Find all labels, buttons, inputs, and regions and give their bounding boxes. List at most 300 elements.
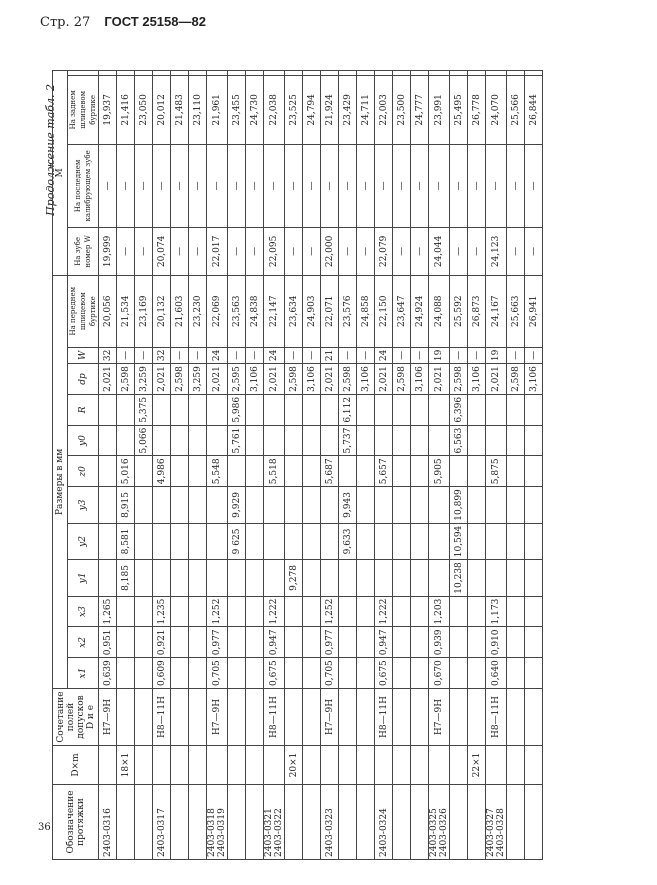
cell-z0	[228, 456, 246, 487]
cell-y0	[357, 425, 375, 456]
cell-y0	[171, 425, 189, 456]
cell-dxm	[393, 746, 411, 785]
cell-dxm	[321, 746, 339, 785]
cell-dp: 3,106	[246, 364, 264, 395]
table-row	[285, 71, 303, 860]
cell-y3	[486, 487, 507, 524]
cell-z0	[285, 456, 303, 487]
cell-m1: 22,071	[321, 275, 339, 347]
cell-m1: 24,838	[246, 275, 264, 347]
cell-m1: 26,941	[525, 275, 543, 347]
cell-y2: 9 625	[228, 523, 246, 560]
cell-dp: 2,021	[99, 364, 117, 395]
cell-m3: —	[411, 144, 429, 227]
page-number: Стр. 27	[40, 15, 91, 30]
cell-m2: 22,000	[321, 228, 339, 276]
cell-des	[117, 785, 135, 860]
units-caption: Размеры в мм	[53, 275, 68, 688]
cell-m4: 25,495	[450, 76, 468, 145]
cell-z0: 5,687	[321, 456, 339, 487]
cell-des	[285, 785, 303, 860]
cell-y1	[468, 560, 486, 597]
cell-m1: 24,088	[429, 275, 450, 347]
cell-y1	[486, 560, 507, 597]
cell-y0	[246, 425, 264, 456]
cell-des	[357, 785, 375, 860]
header-row	[53, 71, 68, 860]
cell-m4: 19,937	[99, 76, 117, 145]
cell-spacer	[285, 71, 303, 76]
cell-m4: 24,730	[246, 76, 264, 145]
cell-w: —	[228, 347, 246, 363]
cell-fit	[393, 689, 411, 746]
cell-y0	[117, 425, 135, 456]
cell-des	[450, 785, 468, 860]
cell-x3	[189, 596, 207, 627]
cell-r	[411, 394, 429, 425]
cell-des: 2403-0316	[99, 785, 117, 860]
cell-y3	[303, 487, 321, 524]
cell-dxm	[153, 746, 171, 785]
cell-y2	[264, 523, 285, 560]
cell-dp: 3,106	[303, 364, 321, 395]
page-header	[40, 14, 206, 30]
cell-w: 32	[153, 347, 171, 363]
cell-y1	[264, 560, 285, 597]
cell-spacer	[393, 71, 411, 76]
cell-spacer	[507, 71, 525, 76]
cell-y3	[264, 487, 285, 524]
cell-x3: 1,252	[207, 596, 228, 627]
cell-x1: 0,675	[264, 658, 285, 689]
cell-dxm	[450, 746, 468, 785]
cell-fit	[189, 689, 207, 746]
table-row	[246, 71, 264, 860]
cell-y3	[525, 487, 543, 524]
cell-x3	[135, 596, 153, 627]
cell-m2: —	[228, 228, 246, 276]
cell-y1	[135, 560, 153, 597]
cell-y2	[135, 523, 153, 560]
cell-y1	[507, 560, 525, 597]
cell-r	[285, 394, 303, 425]
cell-y1	[375, 560, 393, 597]
cell-dp: 2,021	[321, 364, 339, 395]
cell-w: —	[339, 347, 357, 363]
cell-m4: 23,455	[228, 76, 246, 145]
cell-y3	[393, 487, 411, 524]
cell-dxm	[207, 746, 228, 785]
cell-y3	[429, 487, 450, 524]
cell-x3	[339, 596, 357, 627]
cell-m1: 26,873	[468, 275, 486, 347]
cell-x1: 0,609	[153, 658, 171, 689]
cell-x2	[171, 627, 189, 658]
cell-x1: 0,670	[429, 658, 450, 689]
cell-x3	[468, 596, 486, 627]
cell-y1	[303, 560, 321, 597]
cell-dp: 3,106	[411, 364, 429, 395]
cell-spacer	[246, 71, 264, 76]
cell-spacer	[486, 71, 507, 76]
cell-spacer	[321, 71, 339, 76]
cell-y0	[507, 425, 525, 456]
cell-y1	[357, 560, 375, 597]
cell-y1	[429, 560, 450, 597]
cell-dxm	[525, 746, 543, 785]
cell-x3	[303, 596, 321, 627]
cell-m1: 23,230	[189, 275, 207, 347]
cell-des: 2403-0324	[375, 785, 393, 860]
cell-r	[246, 394, 264, 425]
col-y1: y1	[68, 560, 99, 597]
cell-z0	[525, 456, 543, 487]
cell-z0	[450, 456, 468, 487]
cell-w: —	[450, 347, 468, 363]
cell-r	[486, 394, 507, 425]
cell-des	[189, 785, 207, 860]
cell-x2: 0,951	[99, 627, 117, 658]
table-row	[135, 71, 153, 860]
cell-m1: 24,167	[486, 275, 507, 347]
cell-dxm	[375, 746, 393, 785]
cell-y0	[411, 425, 429, 456]
cell-fit: H8—11H	[375, 689, 393, 746]
cell-dp: 2,021	[153, 364, 171, 395]
cell-m4: 21,416	[117, 76, 135, 145]
cell-des	[468, 785, 486, 860]
cell-r	[264, 394, 285, 425]
cell-y2	[303, 523, 321, 560]
table-row	[525, 71, 543, 860]
cell-dp: 2,021	[375, 364, 393, 395]
cell-y0	[99, 425, 117, 456]
table-row	[507, 71, 525, 860]
table-row	[321, 71, 339, 860]
cell-y0: 5,737	[339, 425, 357, 456]
cell-y2: 10,594	[450, 523, 468, 560]
cell-x2: 0,977	[321, 627, 339, 658]
cell-x2	[135, 627, 153, 658]
cell-r	[153, 394, 171, 425]
table-row	[450, 71, 468, 860]
cell-x3	[393, 596, 411, 627]
table-row	[171, 71, 189, 860]
col-dxm: D×m	[53, 746, 99, 785]
cell-dp: 2,598	[393, 364, 411, 395]
cell-fit: H7—9H	[321, 689, 339, 746]
cell-fit	[525, 689, 543, 746]
cell-y1: 8,185	[117, 560, 135, 597]
cell-x2	[411, 627, 429, 658]
cell-fit	[507, 689, 525, 746]
col-z0: z0	[68, 456, 99, 487]
cell-dp: 2,598	[171, 364, 189, 395]
cell-m2: 22,079	[375, 228, 393, 276]
cell-x1: 0,705	[321, 658, 339, 689]
cell-y3	[246, 487, 264, 524]
cell-des	[393, 785, 411, 860]
cell-m4: 26,844	[525, 76, 543, 145]
cell-x3	[171, 596, 189, 627]
cell-m4: 23,050	[135, 76, 153, 145]
cell-spacer	[429, 71, 450, 76]
cell-x3: 1,235	[153, 596, 171, 627]
cell-r	[99, 394, 117, 425]
cell-x1	[525, 658, 543, 689]
cell-dxm: 22×1	[468, 746, 486, 785]
cell-z0	[339, 456, 357, 487]
cell-spacer	[303, 71, 321, 76]
cell-y1	[246, 560, 264, 597]
cell-dxm	[303, 746, 321, 785]
cell-y1: 9,278	[285, 560, 303, 597]
cell-w: —	[525, 347, 543, 363]
cell-m2: 19,999	[99, 228, 117, 276]
cell-m1: 23,647	[393, 275, 411, 347]
cell-dp: 3,259	[189, 364, 207, 395]
cell-spacer	[189, 71, 207, 76]
cell-x3: 1,222	[264, 596, 285, 627]
cell-w: 24	[375, 347, 393, 363]
cell-x1	[135, 658, 153, 689]
cell-x3: 1,222	[375, 596, 393, 627]
cell-fit	[171, 689, 189, 746]
cell-fit	[357, 689, 375, 746]
cell-m1: 22,150	[375, 275, 393, 347]
cell-y2	[393, 523, 411, 560]
cell-x2	[393, 627, 411, 658]
cell-y0	[264, 425, 285, 456]
cell-x1: 0,705	[207, 658, 228, 689]
table-row	[303, 71, 321, 860]
dimension-table	[52, 70, 543, 860]
table-row	[99, 71, 117, 860]
cell-dp: 2,021	[264, 364, 285, 395]
cell-x3	[507, 596, 525, 627]
cell-m3: —	[339, 144, 357, 227]
cell-y1	[228, 560, 246, 597]
cell-y2	[207, 523, 228, 560]
cell-y3	[135, 487, 153, 524]
cell-z0	[411, 456, 429, 487]
cell-des	[525, 785, 543, 860]
cell-m2: —	[246, 228, 264, 276]
cell-m3: —	[117, 144, 135, 227]
cell-y1	[153, 560, 171, 597]
cell-x2: 0,921	[153, 627, 171, 658]
table-row	[468, 71, 486, 860]
cell-fit: H7—9H	[429, 689, 450, 746]
cell-z0: 5,548	[207, 456, 228, 487]
cell-x2	[285, 627, 303, 658]
cell-r: 6,112	[339, 394, 357, 425]
cell-des	[303, 785, 321, 860]
cell-spacer	[375, 71, 393, 76]
table-row	[486, 71, 507, 860]
col-w: W	[68, 347, 99, 363]
cell-m4: 24,711	[357, 76, 375, 145]
cell-r	[375, 394, 393, 425]
cell-y0	[321, 425, 339, 456]
cell-m4: 22,003	[375, 76, 393, 145]
cell-w: 24	[207, 347, 228, 363]
cell-m3: —	[468, 144, 486, 227]
cell-w: 19	[486, 347, 507, 363]
cell-x1	[303, 658, 321, 689]
cell-x2	[117, 627, 135, 658]
cell-x2	[303, 627, 321, 658]
cell-w: —	[303, 347, 321, 363]
cell-x1	[117, 658, 135, 689]
cell-x2	[525, 627, 543, 658]
cell-z0	[393, 456, 411, 487]
cell-z0	[135, 456, 153, 487]
col-spacer	[68, 71, 99, 76]
cell-m3: —	[357, 144, 375, 227]
cell-m1: 24,903	[303, 275, 321, 347]
cell-des	[171, 785, 189, 860]
col-m-group: M	[53, 71, 68, 276]
cell-dxm	[171, 746, 189, 785]
cell-m1: 25,663	[507, 275, 525, 347]
cell-fit	[339, 689, 357, 746]
cell-y2	[171, 523, 189, 560]
cell-m2: —	[411, 228, 429, 276]
cell-w: —	[189, 347, 207, 363]
cell-x1: 0,675	[375, 658, 393, 689]
cell-y3	[411, 487, 429, 524]
cell-y3: 8,915	[117, 487, 135, 524]
cell-y0	[393, 425, 411, 456]
cell-w: —	[507, 347, 525, 363]
cell-x2	[246, 627, 264, 658]
cell-fit	[117, 689, 135, 746]
cell-y3	[189, 487, 207, 524]
table-row	[153, 71, 171, 860]
cell-m1: 24,858	[357, 275, 375, 347]
cell-m1: 23,576	[339, 275, 357, 347]
cell-m1: 22,147	[264, 275, 285, 347]
cell-z0	[189, 456, 207, 487]
cell-dxm	[486, 746, 507, 785]
col-y2: y2	[68, 523, 99, 560]
cell-y3	[153, 487, 171, 524]
cell-spacer	[411, 71, 429, 76]
cell-x1	[228, 658, 246, 689]
cell-y2	[507, 523, 525, 560]
cell-dp: 2,021	[429, 364, 450, 395]
cell-z0	[357, 456, 375, 487]
cell-w: —	[468, 347, 486, 363]
cell-y2: 9,633	[339, 523, 357, 560]
cell-y1	[189, 560, 207, 597]
cell-r	[468, 394, 486, 425]
cell-m3: —	[525, 144, 543, 227]
cell-x1: 0,639	[99, 658, 117, 689]
cell-m3: —	[99, 144, 117, 227]
cell-dp: 3,106	[525, 364, 543, 395]
cell-x3	[117, 596, 135, 627]
cell-fit: H7—9H	[207, 689, 228, 746]
cell-fit	[411, 689, 429, 746]
cell-y3	[468, 487, 486, 524]
cell-w: —	[411, 347, 429, 363]
cell-x2	[450, 627, 468, 658]
cell-x2: 0,947	[375, 627, 393, 658]
cell-y3	[507, 487, 525, 524]
cell-r	[393, 394, 411, 425]
cell-z0	[507, 456, 525, 487]
cell-w: —	[285, 347, 303, 363]
cell-m1: 23,169	[135, 275, 153, 347]
cell-dxm	[99, 746, 117, 785]
cell-dxm: 20×1	[285, 746, 303, 785]
cell-fit	[285, 689, 303, 746]
cell-spacer	[450, 71, 468, 76]
cell-m1: 21,534	[117, 275, 135, 347]
col-m1: На переднем шлицевом буртике	[68, 275, 99, 347]
cell-w: —	[357, 347, 375, 363]
cell-dxm	[339, 746, 357, 785]
cell-fit: H8—11H	[486, 689, 507, 746]
cell-x1	[171, 658, 189, 689]
cell-m4: 20,012	[153, 76, 171, 145]
cell-m4: 24,070	[486, 76, 507, 145]
continuation-caption: Продолжение табл. 2	[44, 84, 57, 216]
cell-dp: 3,106	[357, 364, 375, 395]
cell-x2: 0,939	[429, 627, 450, 658]
cell-z0	[99, 456, 117, 487]
cell-spacer	[339, 71, 357, 76]
cell-x3	[228, 596, 246, 627]
cell-dxm	[507, 746, 525, 785]
cell-spacer	[153, 71, 171, 76]
cell-m2: —	[450, 228, 468, 276]
cell-m3: —	[246, 144, 264, 227]
cell-m3: —	[285, 144, 303, 227]
cell-y1	[525, 560, 543, 597]
cell-z0	[171, 456, 189, 487]
cell-fit	[468, 689, 486, 746]
cell-x1	[246, 658, 264, 689]
cell-m2: —	[357, 228, 375, 276]
cell-y0: 6,563	[450, 425, 468, 456]
cell-y2	[411, 523, 429, 560]
cell-z0	[468, 456, 486, 487]
cell-y3	[375, 487, 393, 524]
cell-spacer	[264, 71, 285, 76]
cell-dp: 2,598	[117, 364, 135, 395]
cell-y1	[339, 560, 357, 597]
cell-x3: 1,203	[429, 596, 450, 627]
cell-m4: 23,525	[285, 76, 303, 145]
cell-dp: 3,259	[135, 364, 153, 395]
cell-y2	[246, 523, 264, 560]
cell-r	[189, 394, 207, 425]
cell-x1: 0,640	[486, 658, 507, 689]
cell-des	[339, 785, 357, 860]
col-designation: Обозначение протяжки	[53, 785, 99, 860]
cell-m4: 24,777	[411, 76, 429, 145]
cell-m4: 25,566	[507, 76, 525, 145]
cell-fit	[303, 689, 321, 746]
col-dp: dp	[68, 364, 99, 395]
cell-dxm	[135, 746, 153, 785]
cell-dxm	[189, 746, 207, 785]
cell-x1	[339, 658, 357, 689]
cell-dxm	[228, 746, 246, 785]
